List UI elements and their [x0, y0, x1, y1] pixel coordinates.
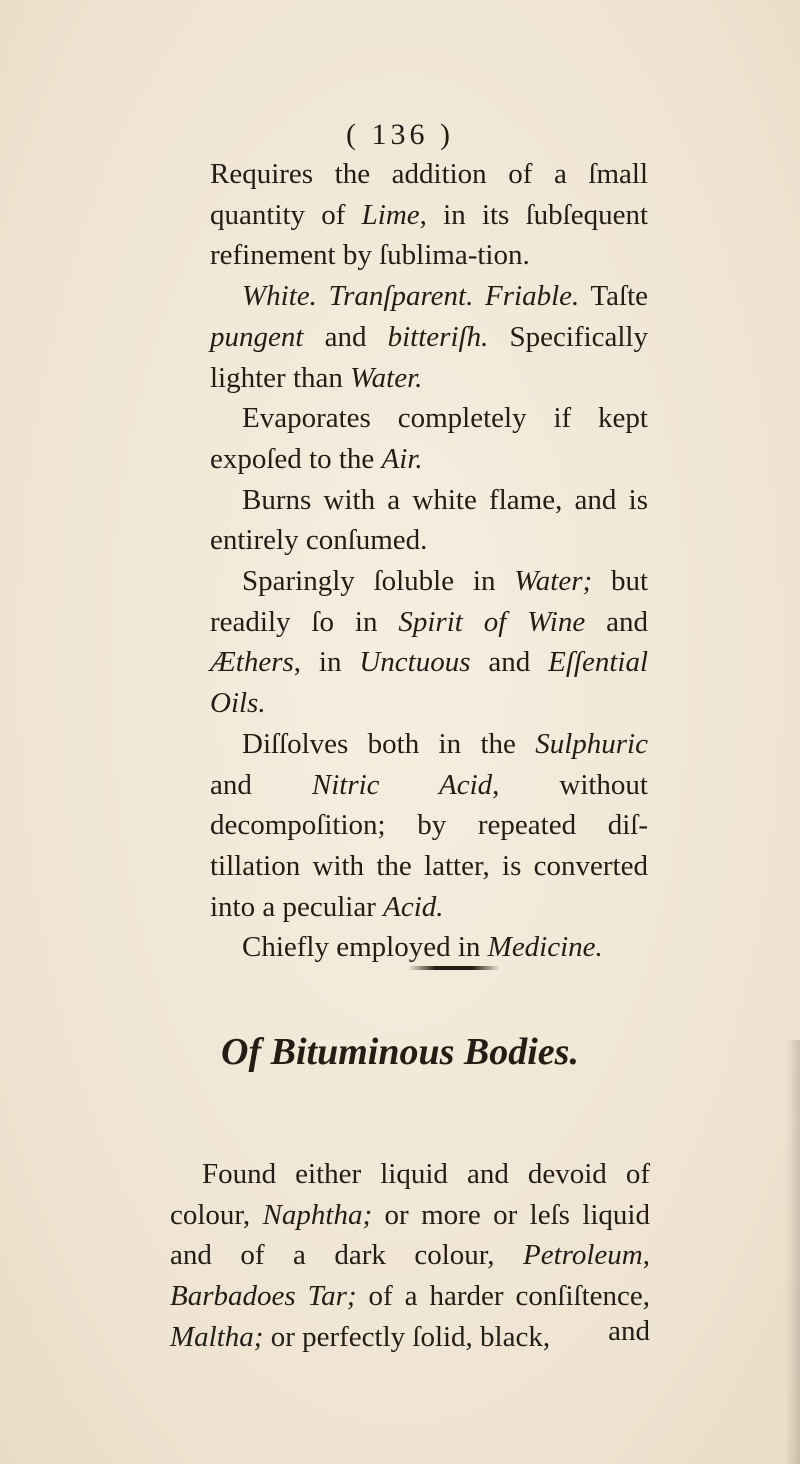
page-number: ( 136 )	[346, 118, 454, 151]
paragraph-properties: White. Tranſparent. Friable. Taſte pungent and bitteriſh. Specifically lighter than Water.	[210, 280, 648, 394]
paragraph-dissolves: Diſſolves both in the Sulphuric and Nitric Acid, without decompoſition; by repeated diſ-tillation with the latter, is converted into a peculiar Acid.	[210, 727, 648, 923]
catchword: and	[608, 1315, 650, 1347]
paragraph-medicine: Chiefly employed in Medicine.	[242, 931, 603, 964]
paragraph-evaporates: Evaporates completely if kept expoſed to the Air.	[210, 402, 648, 475]
paragraph-lime: Requires the addition of a ſmall quantity of Lime, in its ſubſequent refinement by ſublima-tion.	[210, 158, 648, 272]
section-heading: Of Bituminous Bodies.	[221, 1031, 579, 1073]
text-block	[210, 154, 648, 968]
page-edge-shadow	[786, 1040, 800, 1464]
section-text-block	[170, 1154, 650, 1358]
paragraph-soluble: Sparingly ſoluble in Water; but readily ſo in Spirit of Wine and Æthers, in Unctuous and Eſſential Oils.	[210, 565, 648, 720]
paragraph-bituminous: Found either liquid and devoid of colour, Naphtha; or more or leſs liquid and of a dark colour, Petroleum, Barbadoes Tar; of a harder conſiſtence, Maltha; or perfectly ſolid, black,	[170, 1158, 650, 1353]
paragraph-burns: Burns with a white flame, and is entirely conſumed.	[210, 483, 648, 557]
section-divider-rule	[408, 966, 500, 970]
